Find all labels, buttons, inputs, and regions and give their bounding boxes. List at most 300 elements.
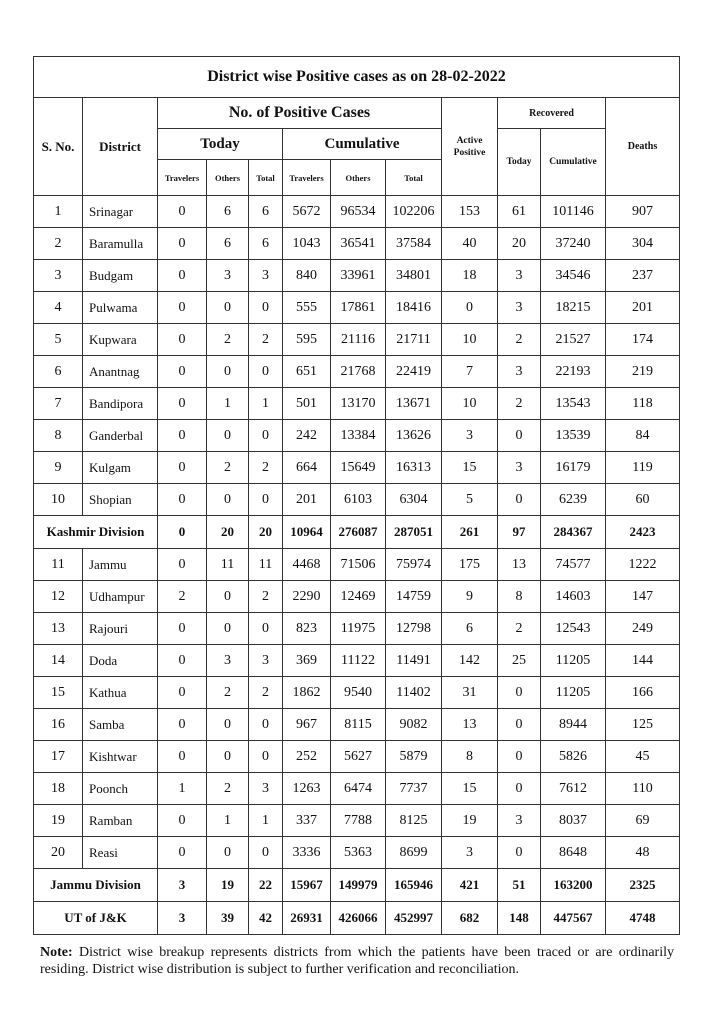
cell-today-travelers: 0 [158, 228, 207, 260]
cell-today-others: 0 [207, 741, 249, 773]
table-row [34, 645, 680, 677]
cell-today-travelers: 1 [158, 773, 207, 805]
header-positive-cases: No. of Positive Cases [158, 98, 442, 129]
cell-cumulative-others: 71506 [331, 549, 386, 581]
cell-district: Bandipora [83, 388, 158, 420]
cell-deaths: 125 [606, 709, 680, 741]
cell-cumulative-others: 6103 [331, 484, 386, 516]
cell-today-total: 3 [249, 645, 283, 677]
table-row [34, 324, 680, 356]
cell-cumulative-others: 9540 [331, 677, 386, 709]
table-row [34, 452, 680, 484]
cell-recovered-cumulative: 8648 [541, 837, 606, 869]
cell-deaths: 84 [606, 420, 680, 452]
header-sno: S. No. [34, 98, 83, 196]
cell-today-travelers: 0 [158, 324, 207, 356]
cell-today-total: 20 [249, 516, 283, 549]
table-row [34, 549, 680, 581]
cell-cumulative-others: 33961 [331, 260, 386, 292]
cell-today-others: 1 [207, 805, 249, 837]
cell-active-positive: 5 [442, 484, 498, 516]
cell-sno: 1 [34, 196, 83, 228]
cell-recovered-today: 0 [498, 709, 541, 741]
cell-sno: 20 [34, 837, 83, 869]
cell-sno: 15 [34, 677, 83, 709]
table-row [34, 260, 680, 292]
cell-active-positive: 18 [442, 260, 498, 292]
cell-deaths: 60 [606, 484, 680, 516]
cell-active-positive: 15 [442, 773, 498, 805]
cell-recovered-today: 0 [498, 677, 541, 709]
cell-sno: 4 [34, 292, 83, 324]
cell-recovered-cumulative: 11205 [541, 677, 606, 709]
cell-deaths: 249 [606, 613, 680, 645]
cell-today-total: 6 [249, 228, 283, 260]
cell-active-positive: 682 [442, 902, 498, 935]
cell-active-positive: 15 [442, 452, 498, 484]
cell-cumulative-total: 9082 [386, 709, 442, 741]
cell-district: Jammu [83, 549, 158, 581]
cell-today-travelers: 3 [158, 902, 207, 935]
cell-recovered-cumulative: 101146 [541, 196, 606, 228]
table-row [34, 292, 680, 324]
cell-active-positive: 3 [442, 420, 498, 452]
cell-today-travelers: 0 [158, 741, 207, 773]
cell-today-total: 11 [249, 549, 283, 581]
cell-deaths: 166 [606, 677, 680, 709]
cell-cumulative-total: 165946 [386, 869, 442, 902]
cell-deaths: 304 [606, 228, 680, 260]
cell-cumulative-total: 8125 [386, 805, 442, 837]
kashmir-division-row [34, 516, 680, 549]
cell-recovered-today: 3 [498, 292, 541, 324]
cell-cumulative-travelers: 242 [283, 420, 331, 452]
cell-today-total: 6 [249, 196, 283, 228]
cell-today-travelers: 0 [158, 452, 207, 484]
cell-today-travelers: 2 [158, 581, 207, 613]
cell-sno: 2 [34, 228, 83, 260]
cell-recovered-today: 0 [498, 837, 541, 869]
cell-deaths: 4748 [606, 902, 680, 935]
cell-district: Reasi [83, 837, 158, 869]
cell-today-others: 3 [207, 645, 249, 677]
table-row [34, 709, 680, 741]
cell-deaths: 119 [606, 452, 680, 484]
cell-today-others: 0 [207, 356, 249, 388]
cell-today-travelers: 0 [158, 805, 207, 837]
cell-sno: 11 [34, 549, 83, 581]
table-row [34, 356, 680, 388]
table-row [34, 388, 680, 420]
cell-deaths: 201 [606, 292, 680, 324]
cell-today-travelers: 0 [158, 260, 207, 292]
cell-recovered-today: 148 [498, 902, 541, 935]
cell-sno: 17 [34, 741, 83, 773]
cell-active-positive: 175 [442, 549, 498, 581]
cell-sno: 3 [34, 260, 83, 292]
cell-cumulative-others: 5627 [331, 741, 386, 773]
cell-sno: 7 [34, 388, 83, 420]
cell-today-travelers: 0 [158, 837, 207, 869]
cell-active-positive: 153 [442, 196, 498, 228]
cell-recovered-cumulative: 163200 [541, 869, 606, 902]
cell-deaths: 1222 [606, 549, 680, 581]
cell-sno: 18 [34, 773, 83, 805]
cell-cumulative-travelers: 651 [283, 356, 331, 388]
cell-district: Doda [83, 645, 158, 677]
cell-cumulative-others: 12469 [331, 581, 386, 613]
cell-cumulative-travelers: 10964 [283, 516, 331, 549]
cell-deaths: 2423 [606, 516, 680, 549]
cell-active-positive: 9 [442, 581, 498, 613]
cell-cumulative-total: 13626 [386, 420, 442, 452]
cell-cumulative-travelers: 4468 [283, 549, 331, 581]
cell-today-others: 0 [207, 581, 249, 613]
cell-sno: 5 [34, 324, 83, 356]
cell-cumulative-others: 96534 [331, 196, 386, 228]
footnote [40, 944, 674, 978]
cell-recovered-cumulative: 14603 [541, 581, 606, 613]
cell-recovered-cumulative: 16179 [541, 452, 606, 484]
cell-today-total: 3 [249, 260, 283, 292]
cell-cumulative-total: 8699 [386, 837, 442, 869]
table-row [34, 228, 680, 260]
cell-recovered-today: 3 [498, 805, 541, 837]
positive-cases-table [33, 56, 680, 935]
cell-recovered-cumulative: 13543 [541, 388, 606, 420]
cell-today-travelers: 0 [158, 356, 207, 388]
cell-cumulative-others: 11122 [331, 645, 386, 677]
header-cumulative-total: Total [386, 160, 442, 196]
header-active-positive: Active Positive [442, 98, 498, 196]
table-title: District wise Positive cases as on 28-02-2022 [34, 57, 680, 98]
cell-today-others: 19 [207, 869, 249, 902]
cell-cumulative-others: 11975 [331, 613, 386, 645]
cell-active-positive: 261 [442, 516, 498, 549]
cell-district: Ramban [83, 805, 158, 837]
cell-district: Pulwama [83, 292, 158, 324]
cell-district: Shopian [83, 484, 158, 516]
cell-cumulative-total: 6304 [386, 484, 442, 516]
cell-cumulative-total: 37584 [386, 228, 442, 260]
cell-recovered-cumulative: 11205 [541, 645, 606, 677]
cell-cumulative-total: 14759 [386, 581, 442, 613]
cell-today-total: 1 [249, 388, 283, 420]
cell-cumulative-total: 21711 [386, 324, 442, 356]
cell-today-others: 3 [207, 260, 249, 292]
table-row [34, 741, 680, 773]
cell-today-others: 0 [207, 484, 249, 516]
cell-recovered-cumulative: 21527 [541, 324, 606, 356]
cell-today-travelers: 0 [158, 709, 207, 741]
cell-cumulative-total: 102206 [386, 196, 442, 228]
table-row [34, 837, 680, 869]
table-row [34, 773, 680, 805]
cell-deaths: 110 [606, 773, 680, 805]
header-cumulative: Cumulative [283, 129, 442, 160]
cell-active-positive: 40 [442, 228, 498, 260]
cell-today-travelers: 0 [158, 549, 207, 581]
cell-division-label: Jammu Division [34, 869, 158, 902]
cell-cumulative-travelers: 1862 [283, 677, 331, 709]
cell-deaths: 45 [606, 741, 680, 773]
cell-cumulative-travelers: 252 [283, 741, 331, 773]
cell-cumulative-travelers: 3336 [283, 837, 331, 869]
cell-active-positive: 10 [442, 388, 498, 420]
cell-cumulative-total: 34801 [386, 260, 442, 292]
cell-division-label: Kashmir Division [34, 516, 158, 549]
cell-today-total: 22 [249, 869, 283, 902]
cell-today-total: 2 [249, 452, 283, 484]
cell-cumulative-travelers: 15967 [283, 869, 331, 902]
cell-cumulative-total: 75974 [386, 549, 442, 581]
cell-cumulative-others: 426066 [331, 902, 386, 935]
cell-cumulative-travelers: 501 [283, 388, 331, 420]
cell-today-total: 0 [249, 837, 283, 869]
cell-today-travelers: 0 [158, 645, 207, 677]
cell-today-total: 2 [249, 324, 283, 356]
cell-today-total: 0 [249, 356, 283, 388]
cell-deaths: 48 [606, 837, 680, 869]
cell-today-total: 0 [249, 420, 283, 452]
cell-today-others: 2 [207, 452, 249, 484]
cell-recovered-today: 25 [498, 645, 541, 677]
cell-active-positive: 142 [442, 645, 498, 677]
cell-today-others: 0 [207, 837, 249, 869]
cell-today-others: 2 [207, 677, 249, 709]
table-row [34, 805, 680, 837]
cell-district: Ganderbal [83, 420, 158, 452]
cell-today-total: 2 [249, 581, 283, 613]
cell-deaths: 219 [606, 356, 680, 388]
cell-recovered-today: 3 [498, 260, 541, 292]
cell-today-total: 0 [249, 709, 283, 741]
table-row [34, 613, 680, 645]
ut-total-row [34, 902, 680, 935]
cell-cumulative-others: 15649 [331, 452, 386, 484]
header-recovered-today: Today [498, 129, 541, 196]
cell-district: Kulgam [83, 452, 158, 484]
cell-today-others: 0 [207, 420, 249, 452]
cell-deaths: 144 [606, 645, 680, 677]
cell-cumulative-total: 287051 [386, 516, 442, 549]
cell-active-positive: 7 [442, 356, 498, 388]
cell-cumulative-travelers: 664 [283, 452, 331, 484]
cell-cumulative-travelers: 369 [283, 645, 331, 677]
cell-recovered-today: 13 [498, 549, 541, 581]
cell-recovered-today: 3 [498, 452, 541, 484]
cell-district: Baramulla [83, 228, 158, 260]
cell-today-travelers: 0 [158, 516, 207, 549]
header-district: District [83, 98, 158, 196]
cell-cumulative-travelers: 840 [283, 260, 331, 292]
cell-district: Rajouri [83, 613, 158, 645]
cell-today-others: 6 [207, 196, 249, 228]
cell-district: Udhampur [83, 581, 158, 613]
cell-recovered-today: 20 [498, 228, 541, 260]
cell-cumulative-total: 5879 [386, 741, 442, 773]
cell-recovered-today: 61 [498, 196, 541, 228]
cell-active-positive: 13 [442, 709, 498, 741]
cell-cumulative-total: 11402 [386, 677, 442, 709]
cell-today-others: 20 [207, 516, 249, 549]
cell-today-others: 6 [207, 228, 249, 260]
cell-recovered-cumulative: 8944 [541, 709, 606, 741]
cell-cumulative-total: 16313 [386, 452, 442, 484]
cell-recovered-today: 3 [498, 356, 541, 388]
cell-cumulative-others: 13384 [331, 420, 386, 452]
cell-recovered-cumulative: 447567 [541, 902, 606, 935]
cell-recovered-cumulative: 7612 [541, 773, 606, 805]
cell-cumulative-total: 13671 [386, 388, 442, 420]
cell-recovered-today: 51 [498, 869, 541, 902]
cell-recovered-today: 2 [498, 613, 541, 645]
cell-recovered-today: 2 [498, 388, 541, 420]
cell-cumulative-total: 18416 [386, 292, 442, 324]
cell-recovered-cumulative: 34546 [541, 260, 606, 292]
cell-deaths: 69 [606, 805, 680, 837]
cell-today-total: 0 [249, 613, 283, 645]
note-label: Note: [40, 945, 73, 960]
cell-cumulative-travelers: 26931 [283, 902, 331, 935]
cell-district: Anantnag [83, 356, 158, 388]
cell-cumulative-total: 12798 [386, 613, 442, 645]
cell-cumulative-others: 13170 [331, 388, 386, 420]
cell-district: Budgam [83, 260, 158, 292]
cell-district: Kupwara [83, 324, 158, 356]
cell-today-travelers: 3 [158, 869, 207, 902]
cell-recovered-cumulative: 13539 [541, 420, 606, 452]
cell-today-total: 0 [249, 741, 283, 773]
cell-recovered-cumulative: 12543 [541, 613, 606, 645]
cell-active-positive: 31 [442, 677, 498, 709]
cell-active-positive: 421 [442, 869, 498, 902]
cell-active-positive: 0 [442, 292, 498, 324]
cell-sno: 6 [34, 356, 83, 388]
cell-recovered-cumulative: 22193 [541, 356, 606, 388]
cell-today-total: 3 [249, 773, 283, 805]
header-today-others: Others [207, 160, 249, 196]
table-row [34, 581, 680, 613]
table-body [34, 196, 680, 935]
cell-cumulative-total: 22419 [386, 356, 442, 388]
header-today-travelers: Travelers [158, 160, 207, 196]
cell-cumulative-travelers: 2290 [283, 581, 331, 613]
table-row [34, 420, 680, 452]
note-text: District wise breakup represents districts from which the patients have been traced or are ordinarily residing. District wise distribution is subject to further verification and reconciliation. [40, 945, 674, 977]
cell-recovered-cumulative: 37240 [541, 228, 606, 260]
cell-today-others: 2 [207, 324, 249, 356]
cell-cumulative-travelers: 5672 [283, 196, 331, 228]
cell-active-positive: 3 [442, 837, 498, 869]
cell-recovered-cumulative: 6239 [541, 484, 606, 516]
cell-cumulative-others: 6474 [331, 773, 386, 805]
cell-district: Poonch [83, 773, 158, 805]
cell-sno: 9 [34, 452, 83, 484]
cell-recovered-today: 0 [498, 741, 541, 773]
header-today: Today [158, 129, 283, 160]
cell-recovered-cumulative: 284367 [541, 516, 606, 549]
cell-active-positive: 8 [442, 741, 498, 773]
cell-cumulative-others: 5363 [331, 837, 386, 869]
cell-cumulative-others: 21768 [331, 356, 386, 388]
cell-today-total: 42 [249, 902, 283, 935]
cell-cumulative-others: 149979 [331, 869, 386, 902]
cell-active-positive: 6 [442, 613, 498, 645]
cell-sno: 14 [34, 645, 83, 677]
cell-sno: 13 [34, 613, 83, 645]
cell-active-positive: 10 [442, 324, 498, 356]
cell-today-travelers: 0 [158, 677, 207, 709]
cell-cumulative-total: 452997 [386, 902, 442, 935]
cell-today-others: 0 [207, 709, 249, 741]
cell-cumulative-others: 21116 [331, 324, 386, 356]
cell-today-others: 2 [207, 773, 249, 805]
report-sheet [33, 56, 679, 935]
cell-cumulative-total: 7737 [386, 773, 442, 805]
cell-cumulative-travelers: 337 [283, 805, 331, 837]
cell-today-others: 39 [207, 902, 249, 935]
cell-district: Srinagar [83, 196, 158, 228]
header-deaths: Deaths [606, 98, 680, 196]
cell-today-travelers: 0 [158, 484, 207, 516]
cell-today-travelers: 0 [158, 292, 207, 324]
cell-cumulative-travelers: 1043 [283, 228, 331, 260]
cell-deaths: 2325 [606, 869, 680, 902]
cell-recovered-cumulative: 18215 [541, 292, 606, 324]
cell-deaths: 237 [606, 260, 680, 292]
cell-district: Kathua [83, 677, 158, 709]
cell-today-others: 0 [207, 613, 249, 645]
cell-deaths: 147 [606, 581, 680, 613]
cell-recovered-today: 8 [498, 581, 541, 613]
cell-deaths: 907 [606, 196, 680, 228]
cell-sno: 16 [34, 709, 83, 741]
cell-cumulative-others: 17861 [331, 292, 386, 324]
cell-sno: 8 [34, 420, 83, 452]
cell-sno: 19 [34, 805, 83, 837]
cell-cumulative-travelers: 1263 [283, 773, 331, 805]
cell-district: Kishtwar [83, 741, 158, 773]
cell-recovered-cumulative: 5826 [541, 741, 606, 773]
cell-sno: 12 [34, 581, 83, 613]
header-cumulative-others: Others [331, 160, 386, 196]
cell-cumulative-travelers: 555 [283, 292, 331, 324]
cell-recovered-today: 2 [498, 324, 541, 356]
table-row [34, 484, 680, 516]
cell-recovered-cumulative: 74577 [541, 549, 606, 581]
cell-cumulative-travelers: 595 [283, 324, 331, 356]
cell-cumulative-others: 36541 [331, 228, 386, 260]
cell-district: Samba [83, 709, 158, 741]
header-cumulative-travelers: Travelers [283, 160, 331, 196]
cell-sno: 10 [34, 484, 83, 516]
cell-cumulative-others: 8115 [331, 709, 386, 741]
cell-today-travelers: 0 [158, 388, 207, 420]
cell-today-travelers: 0 [158, 613, 207, 645]
cell-today-total: 0 [249, 484, 283, 516]
table-row [34, 677, 680, 709]
cell-recovered-cumulative: 8037 [541, 805, 606, 837]
cell-today-travelers: 0 [158, 420, 207, 452]
cell-active-positive: 19 [442, 805, 498, 837]
cell-deaths: 118 [606, 388, 680, 420]
cell-division-label: UT of J&K [34, 902, 158, 935]
cell-today-others: 1 [207, 388, 249, 420]
cell-today-others: 0 [207, 292, 249, 324]
cell-cumulative-travelers: 201 [283, 484, 331, 516]
cell-recovered-today: 0 [498, 420, 541, 452]
